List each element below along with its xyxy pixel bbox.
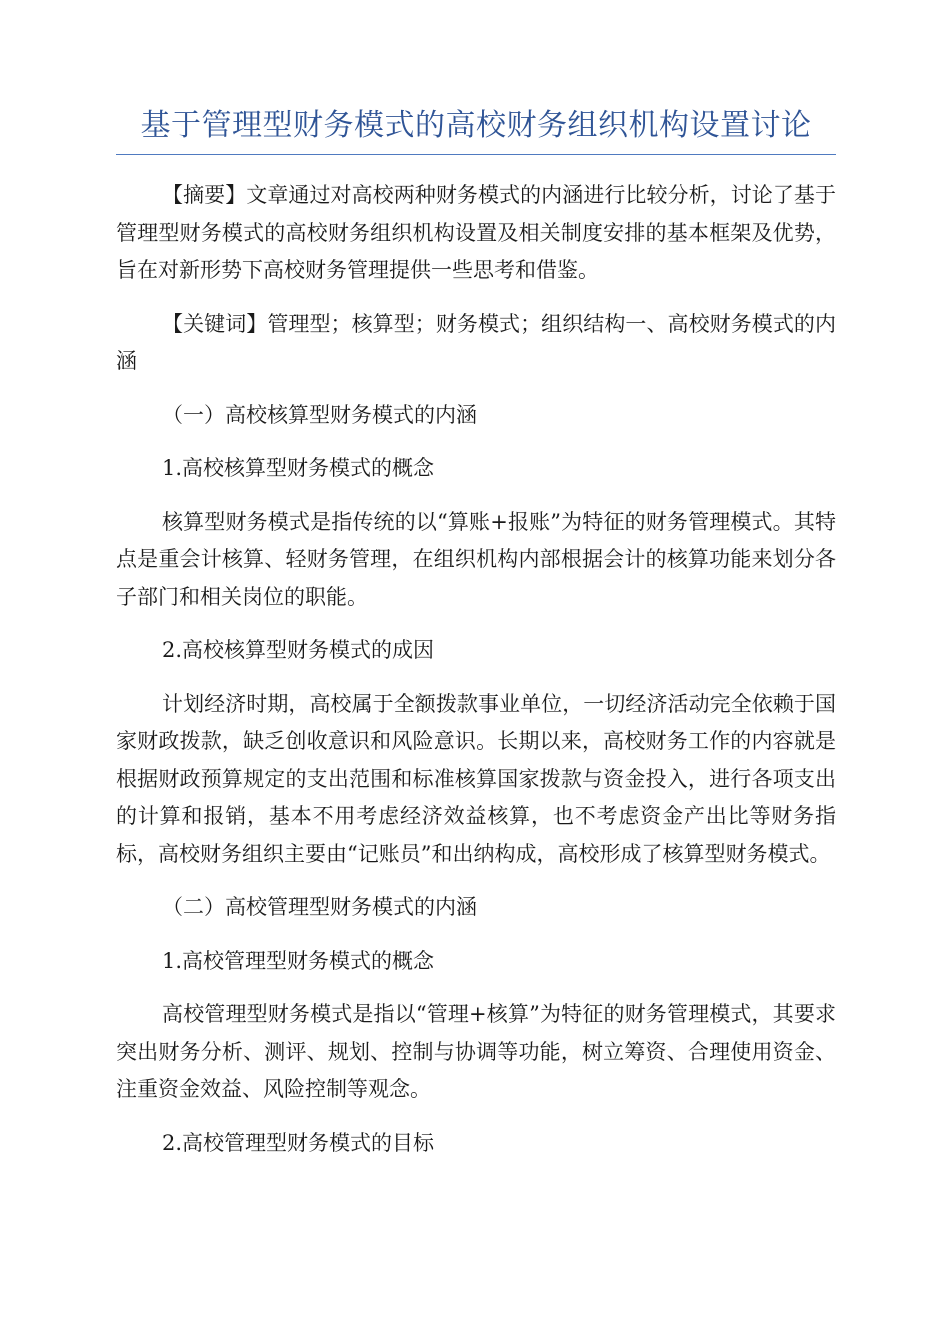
document-body [116, 177, 836, 1162]
body-paragraph: 计划经济时期，高校属于全额拨款事业单位，一切经济活动完全依赖于国家财政拨款，缺乏创收意识和风险意识。长期以来，高校财务工作的内容就是根据财政预算规定的支出范围和标准核算国家拨款与资金投入，进行各项支出的计算和报销，基本不用考虑经济效益核算，也不考虑资金产出比等财务指标，高校财务组织主要由“记账员”和出纳构成，高校形成了核算型财务模式。 [116, 691, 836, 866]
body-paragraph: 核算型财务模式是指传统的以“算账+报账”为特征的财务管理模式。其特点是重会计核算、轻财务管理，在组织机构内部根据会计的核算功能来划分各子部门和相关岗位的职能。 [116, 509, 836, 609]
section-heading: （一）高校核算型财务模式的内涵 [162, 402, 477, 427]
document-title: 基于管理型财务模式的高校财务组织机构设置讨论 [116, 100, 836, 155]
body-paragraph: 高校管理型财务模式是指以“管理+核算”为特征的财务管理模式，其要求突出财务分析、测评、规划、控制与协调等功能，树立筹资、合理使用资金、注重资金效益、风险控制等观念。 [116, 1002, 836, 1101]
subsection-heading: 2.高校管理型财务模式的目标 [162, 1130, 435, 1155]
keywords-paragraph: 【关键词】管理型；核算型；财务模式；组织结构一、高校财务模式的内涵 [116, 311, 836, 373]
abstract-paragraph: 【摘要】文章通过对高校两种财务模式的内涵进行比较分析，讨论了基于管理型财务模式的高校财务组织机构设置及相关制度安排的基本框架及优势，旨在对新形势下高校财务管理提供一些思考和借鉴。 [116, 183, 836, 282]
subsection-heading: 1.高校核算型财务模式的概念 [162, 456, 435, 480]
section-heading: （二）高校管理型财务模式的内涵 [162, 895, 477, 919]
subsection-heading: 1.高校管理型财务模式的概念 [162, 948, 435, 973]
document-page [116, 100, 836, 1178]
subsection-heading: 2.高校核算型财务模式的成因 [162, 638, 435, 662]
